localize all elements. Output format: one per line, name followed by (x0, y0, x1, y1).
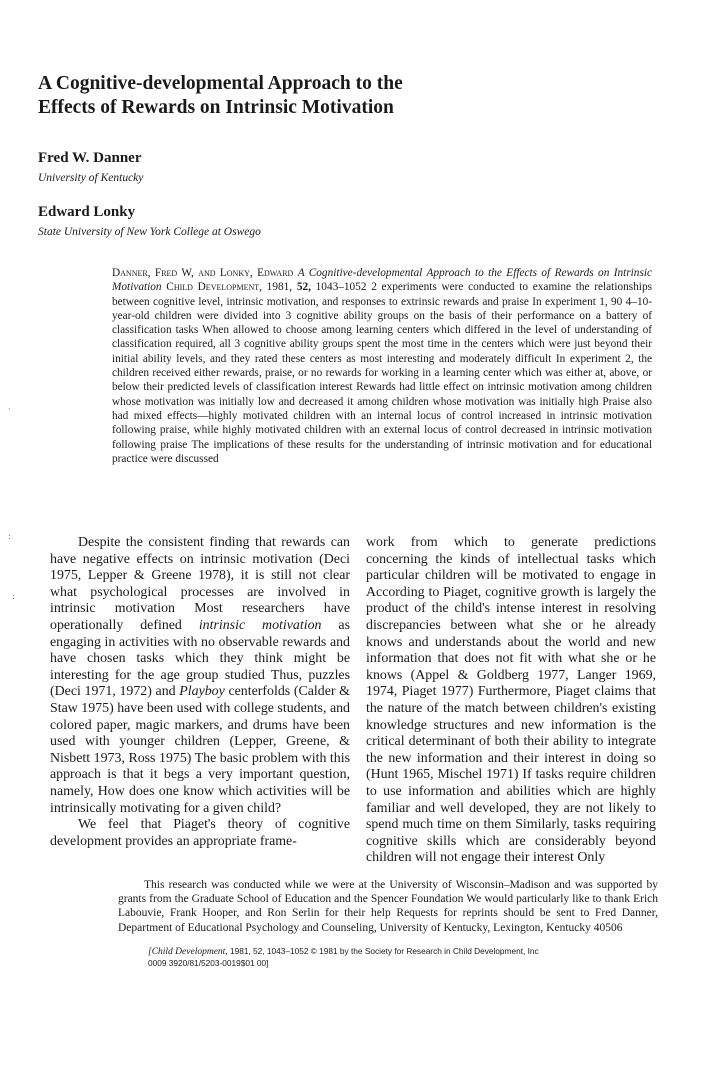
left-p1-text-e: centerfolds (Calder & Staw 1975) have been used with college students, and colored paper, magic markers, and drums have been used with younger children (Lepper, Greene, & Nisbett 1973, Ross 1975) The basic problem with this approach is that it begs a very important question, namely, How does one know which activities will be intrinsically motivating for a given child? (50, 684, 350, 816)
abstract-year: 1981, (261, 281, 297, 294)
citation-journal: [Child Development, (148, 947, 228, 957)
author-1-affiliation: University of Kentucky (38, 172, 144, 184)
citation-line-1-rest: 1981, 52, 1043–1052 © 1981 by the Society for Research in Child Development, Inc (227, 946, 539, 956)
abstract-text: 2 experiments were conducted to examine the relationships between cognitive level, intrinsic motivation, and responses to extrinsic rewards and praise In experiment 1, 90 4–10-year-old children were divided into 3 cognitive ability groups on the basis of their performance on a battery of classification tasks When allowed to choose among learning centers which differed in the level of understanding of classification required, all 3 cognitive ability groups spent the most time in the centers which were just beyond their initial ability levels, and they rated these centers as most interesting and moderately difficult In experiment 2, the children received either rewards, praise, or no rewards for working in a learning center which was either at, above, or below their predicted levels of classification interest Rewards had little effect on intrinsic motivation among children whose motivation was initially low and decreased it among children whose motivation was initially high Praise also had mixed effects—highly motivated children with an internal locus of control increased in intrinsic motivation following praise, while highly motivated children with an external locus of control decreased in intrinsic motivation following praise The implications of these results for the understanding of intrinsic motivation and for educational practice were discussed (112, 281, 652, 465)
scan-mark-2: : (8, 532, 11, 541)
right-column (366, 535, 656, 867)
citation-line-2: 0009 3920/81/5203-0019$01 00] (148, 958, 269, 968)
title-line-1: A Cognitive-developmental Approach to the (38, 73, 403, 94)
title-line-2: Effects of Rewards on Intrinsic Motivation (38, 97, 394, 118)
author-1-name: Fred W. Danner (38, 150, 142, 166)
footnote: This research was conducted while we were at the University of Wisconsin–Madison and was supported by grants from the Graduate School of Education and the Spencer Foundation We would particularly like to thank Erich Labouvie, Frank Hooper, and Ron Serlin for their help Requests for reprints should be sent to Fred Danner, Department of Educational Psychology and Counseling, University of Kentucky, Lexington, Kentucky 40506 (118, 879, 658, 934)
abstract (112, 266, 652, 466)
left-p1-italic-term: intrinsic motivation (198, 617, 322, 633)
author-2-affiliation: State University of New York College at Oswego (38, 226, 261, 238)
left-p1-text-c: as engaging in activities with no observable rewards and have chosen tasks which they think might be interesting for the age group studied Thus, puzzles (Deci 1971, 1972) and (50, 617, 350, 700)
scan-mark-1: · (8, 405, 11, 414)
paper-title (38, 72, 638, 120)
abstract-journal: Child Development, (166, 281, 262, 294)
left-paragraph-2: We feel that Piaget's theory of cognitive development provides an appropriate frame- (50, 817, 350, 849)
citation-line-1 (148, 946, 539, 958)
left-column (50, 535, 350, 850)
abstract-citation-title: A Cognitive-developmental Approach to the Effects of Rewards on Intrinsic Motivation (112, 267, 652, 294)
abstract-citation-authors: Danner, Fred W, and Lonky, Edward (112, 267, 294, 279)
abstract-pages: 1043–1052 (310, 281, 367, 294)
scan-mark-3: : (12, 592, 15, 601)
author-2-name: Edward Lonky (38, 204, 136, 220)
right-paragraph: work from which to generate predictions concerning the kinds of intellectual tasks which particular children will be motivated to engage in According to Piaget, cognitive growth is largely the product of the child's intense interest in resolving discrepancies between what she or he already knows and understands about the world and new information that does not fit with what she or he knows (Appel & Goldberg 1977, Langer 1969, 1974, Piaget 1977) Furthermore, Piaget claims that the nature of the match between children's existing knowledge structures and new information is the critical determinant of both their ability to integrate the new information and their interest in doing so (Hunt 1965, Mischel 1971) If tasks require children to use information and abilities which are highly familiar and well developed, they are not likely to spend much time on them Similarly, tasks requiring cognitive skills which are considerably beyond children will not engage their interest Only (366, 535, 656, 866)
left-p1-text-a: Despite the consistent finding that rewards can have negative effects on intrinsic motivation (Deci 1975, Lepper & Greene 1978), it is still not clear what psychological processes are involved in intrinsic motivation Most researchers have operationally defined (50, 535, 350, 633)
left-paragraph-1 (50, 535, 350, 817)
abstract-volume: 52, (296, 281, 311, 294)
left-p1-italic-magazine: Playboy (179, 684, 225, 700)
